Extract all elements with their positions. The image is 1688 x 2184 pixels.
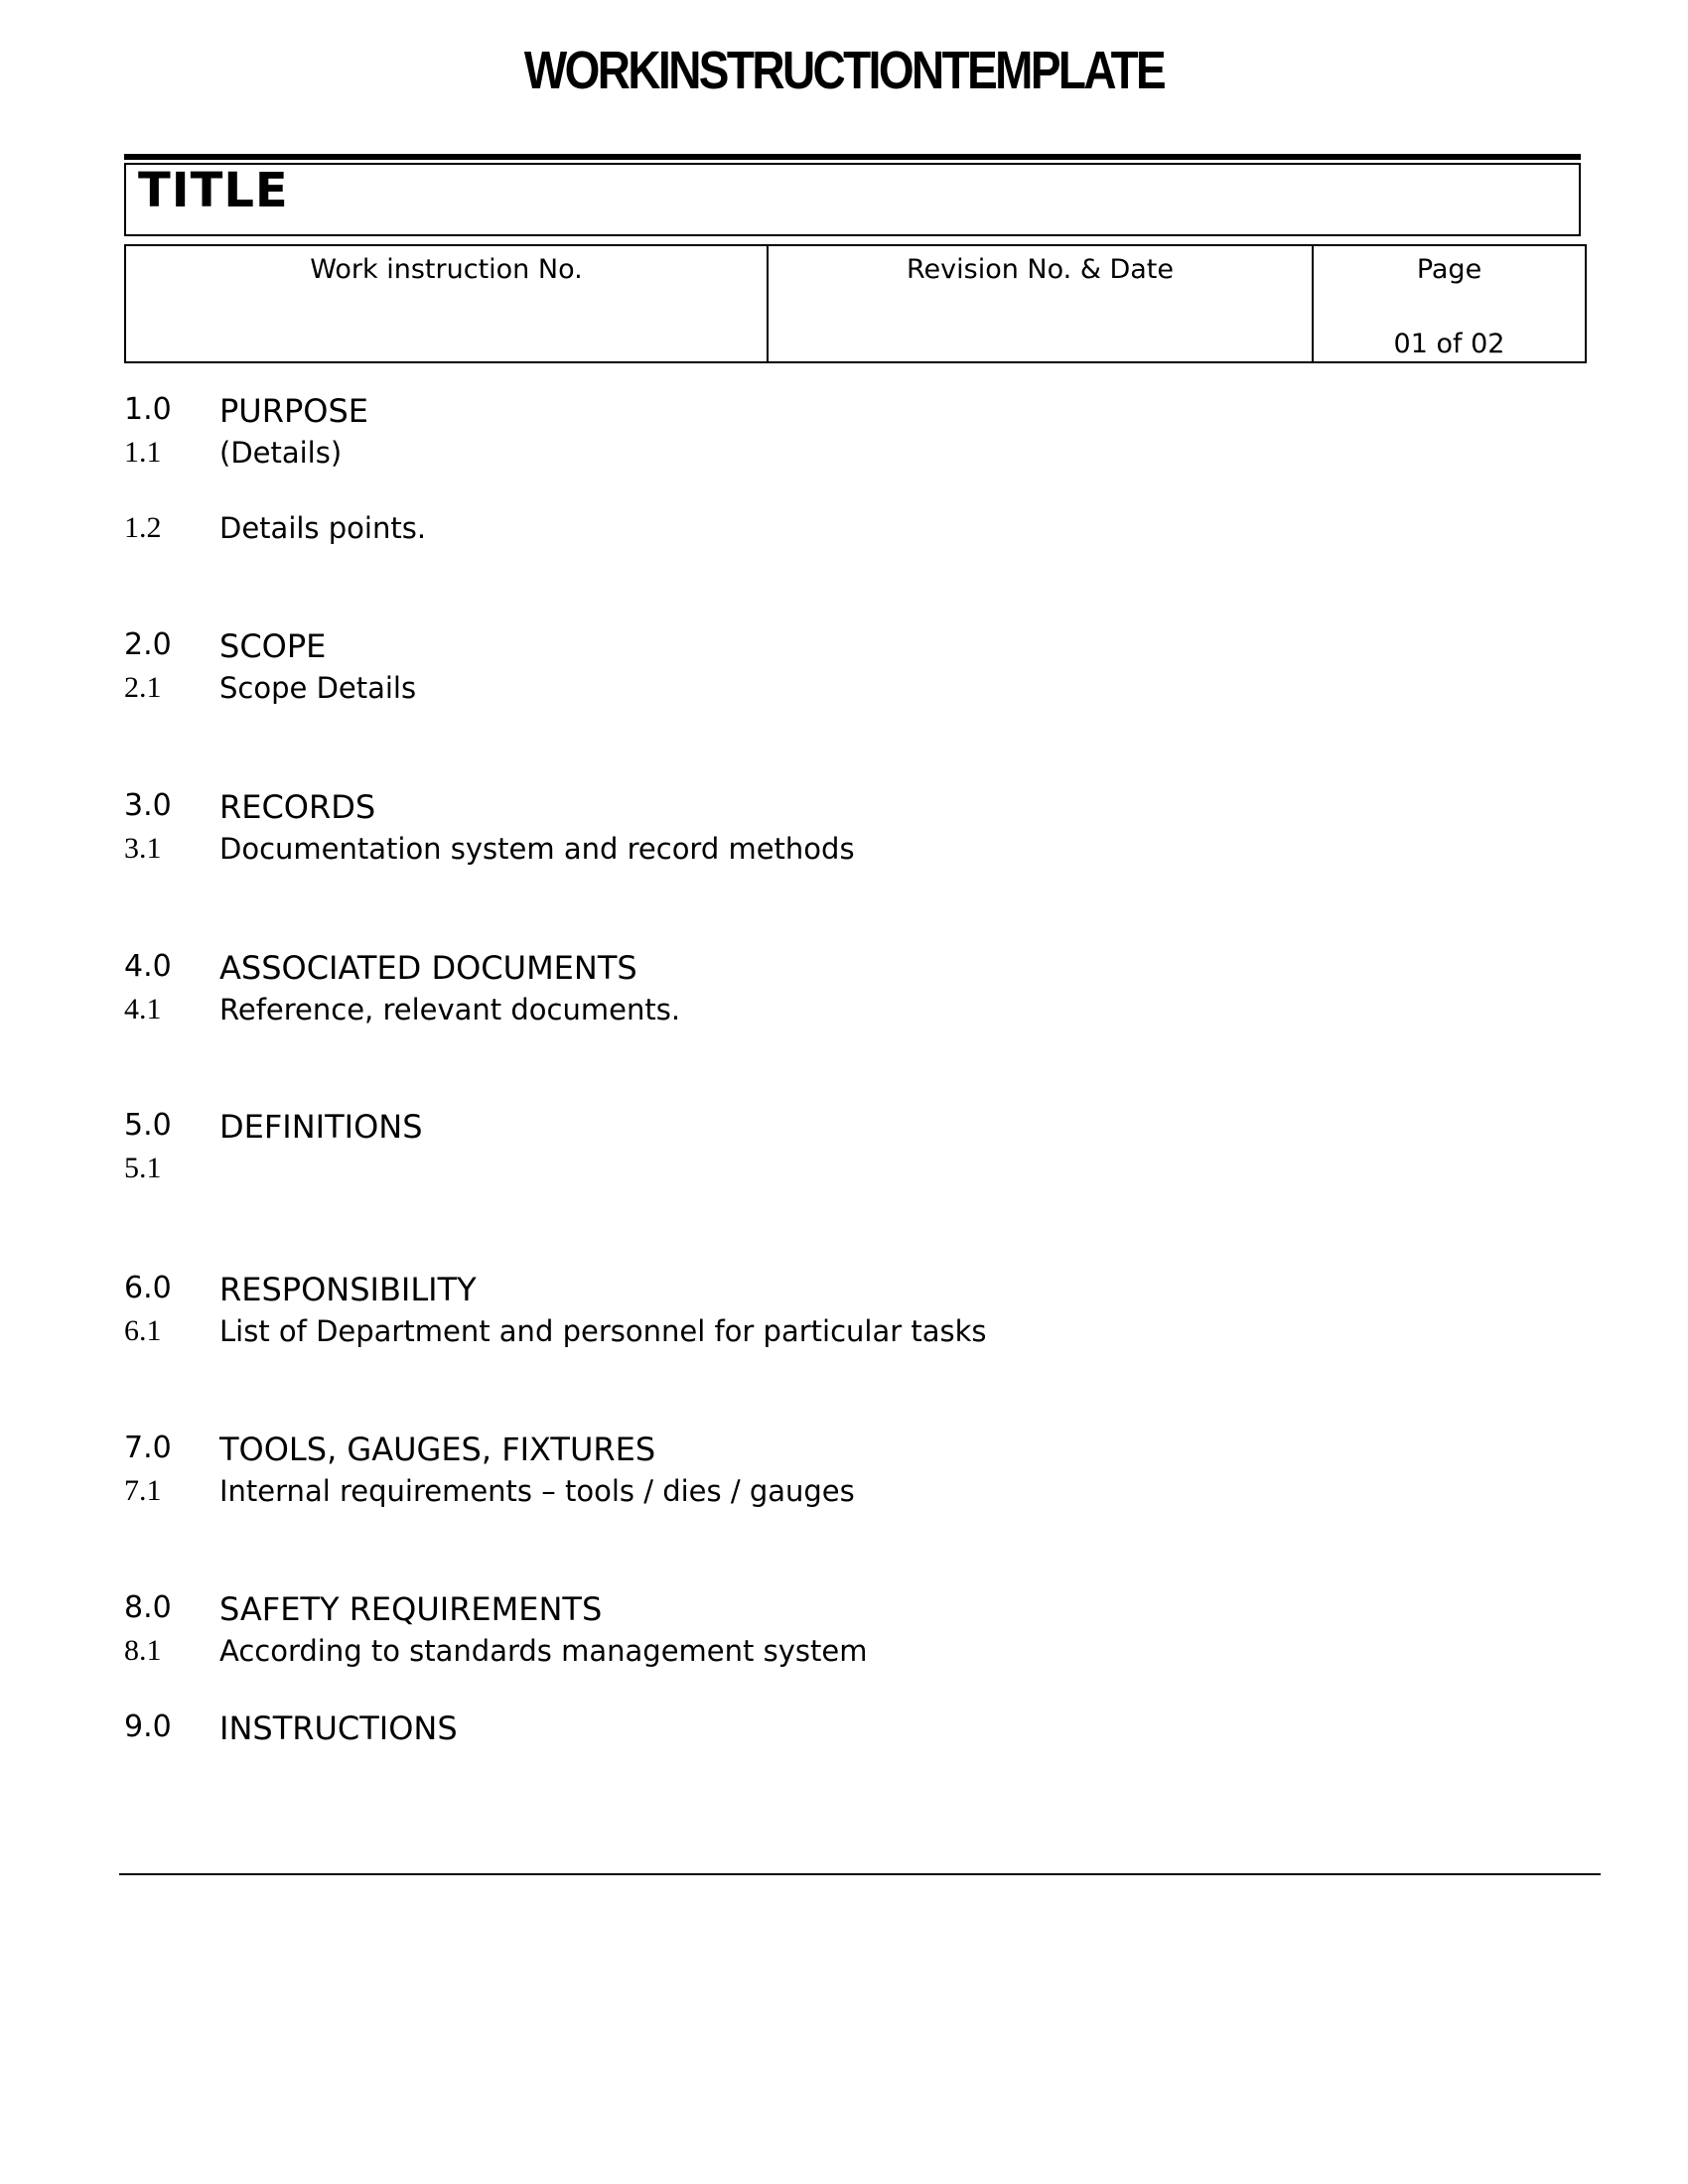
item-text: Details points. xyxy=(219,511,427,545)
revision-label: Revision No. & Date xyxy=(907,254,1174,285)
title-box xyxy=(124,163,1581,236)
section-number: 7.0 xyxy=(124,1431,172,1465)
section-number: 3.0 xyxy=(124,788,172,823)
work-instruction-no-cell xyxy=(125,245,768,362)
item-text: According to standards management system xyxy=(219,1634,868,1668)
item-number: 5.1 xyxy=(124,1152,162,1184)
item-number: 2.1 xyxy=(124,671,162,704)
item-text: (Details) xyxy=(219,436,343,470)
item-number: 7.1 xyxy=(124,1474,162,1507)
section-number: 8.0 xyxy=(124,1590,172,1625)
section-number: 6.0 xyxy=(124,1271,172,1305)
section-number: 9.0 xyxy=(124,1709,172,1744)
item-number: 3.1 xyxy=(124,832,162,865)
item-text: Scope Details xyxy=(219,671,417,705)
document-heading: WORKINSTRUCTIONTEMPLATE xyxy=(523,41,1165,100)
work-instruction-no-label: Work instruction No. xyxy=(310,254,583,285)
item-number: 1.2 xyxy=(124,511,162,544)
section-number: 1.0 xyxy=(124,392,172,427)
section-title: RECORDS xyxy=(219,788,376,826)
item-number: 1.1 xyxy=(124,436,162,469)
section-title: SAFETY REQUIREMENTS xyxy=(219,1590,603,1628)
item-text: List of Department and personnel for particular tasks xyxy=(219,1314,987,1348)
page-cell xyxy=(1313,245,1586,362)
item-number: 4.1 xyxy=(124,993,162,1025)
revision-cell xyxy=(768,245,1313,362)
section-title: PURPOSE xyxy=(219,392,368,430)
section-title: RESPONSIBILITY xyxy=(219,1271,477,1308)
section-number: 5.0 xyxy=(124,1108,172,1143)
item-text: Internal requirements – tools / dies / gauges xyxy=(219,1474,855,1508)
section-title: DEFINITIONS xyxy=(219,1108,423,1146)
item-number: 6.1 xyxy=(124,1314,162,1347)
bottom-rule xyxy=(119,1873,1601,1875)
section-number: 2.0 xyxy=(124,627,172,662)
page-label: Page xyxy=(1416,254,1482,285)
section-title: INSTRUCTIONS xyxy=(219,1709,458,1747)
title-label: TITLE xyxy=(138,163,289,218)
page-value: 01 of 02 xyxy=(1393,329,1505,359)
section-title: SCOPE xyxy=(219,627,327,665)
info-table xyxy=(124,244,1587,363)
section-title: TOOLS, GAUGES, FIXTURES xyxy=(219,1431,656,1468)
top-rule xyxy=(124,154,1581,160)
section-title: ASSOCIATED DOCUMENTS xyxy=(219,949,637,987)
item-number: 8.1 xyxy=(124,1634,162,1667)
section-number: 4.0 xyxy=(124,949,172,984)
item-text: Reference, relevant documents. xyxy=(219,993,681,1026)
item-text: Documentation system and record methods xyxy=(219,832,855,866)
